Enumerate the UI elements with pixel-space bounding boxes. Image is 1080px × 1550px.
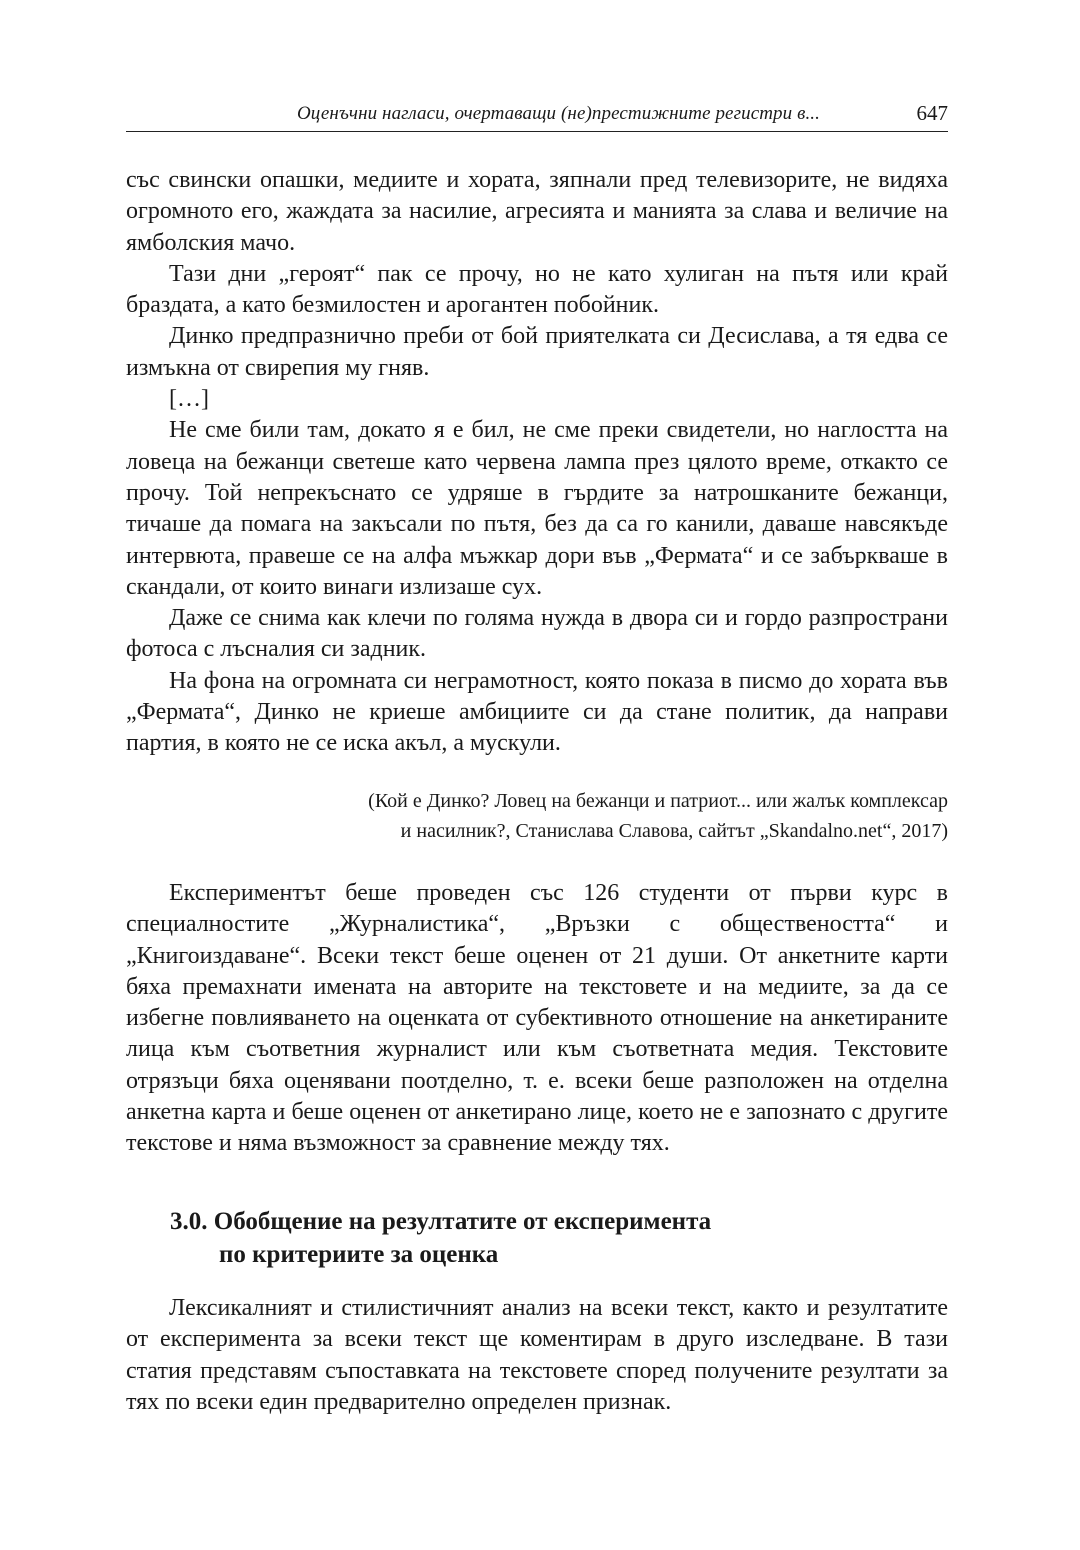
citation-line: (Кой е Динко? Ловец на бежанци и патриот... или жалък комплексар	[368, 790, 948, 812]
section-heading-line: по критериите за оценка	[219, 1241, 499, 1268]
quoted-article	[126, 165, 948, 760]
quote-paragraph: със свински опашки, медиите и хората, зяпнали пред телевизорите, не видяха огромното его, жаждата за насилие, агресията и манията за слава и величие на ямболския мачо.	[126, 167, 948, 256]
quote-paragraph: Тази дни „героят“ пак се прочу, но не като хулиган на пътя или край браздата, а като безмилостен и арогантен побойник.	[126, 260, 948, 319]
citation-line: и насилник?, Станислава Славова, сайтът „Skandalno.net“, 2017)	[400, 820, 948, 842]
running-title: Оценъчни нагласи, очертаващи (не)престижните регистри в...	[296, 103, 820, 124]
quote-paragraph: Даже се снима как клечи по голяма нужда в двора си и гордо разпространи фотоса с лъсналия си задник.	[126, 605, 948, 663]
quote-citation	[126, 786, 948, 846]
section-paragraph: Лексикалният и стилистичният анализ на всеки текст, както и резултатите от експеримента за всеки текст ще коментирам в друго изследване. В тази статия представям съпоставката на текстовете според получените резултати за тях по всеки един предварително определен признак.	[126, 1295, 948, 1415]
section-heading-line: 3.0. Обобщение на резултатите от експеримента	[170, 1208, 712, 1235]
quote-paragraph: Не сме били там, докато я е бил, не сме преки свидетели, но наглостта на ловеца на бежанци светеше като червена лампа през цялото време, откакто се прочу. Той непрекъснато се удряше в гърдите за натрошканите бежанци, тичаше да помага на закъсали по пътя, без да са го канили, даваше навсякъде интервюта, правеше се на алфа мъжкар дори във „Фермата“ и се забъркваше в скандали, от които винаги излизаше сух.	[126, 417, 948, 600]
section-body	[126, 1293, 948, 1418]
quote-paragraph: На фона на огромната си неграмотност, която показа в писмо до хората във „Фермата“, Динко не криеше амбициите си да стане политик, да направи партия, в която не се иска акъл, а мускули.	[126, 667, 948, 757]
running-header	[126, 101, 948, 132]
quote-ellipsis: […]	[169, 386, 209, 413]
page-number: 647	[916, 101, 948, 125]
quote-paragraph: Динко предпразнично преби от бой приятелката си Десислава, а тя едва се измъкна от свирепия му гняв.	[126, 323, 948, 381]
section-heading	[170, 1205, 711, 1271]
experiment-paragraph: Експериментът беше проведен със 126 студенти от първи курс в специалностите „Журналистика“, „Връзки с обществеността“ и „Книгоиздаване“. Всеки текст беше оценен от 21 души. От анкетните карти бяха премахнати имената на авторите на текстовете и на медиите, за да се избегне повлияването на оценката от субективното отношение на анкетираните лица към съответния журналист или към съответната медия. Текстовите отрязъци бяха оценявани поотделно, т. е. всеки беше разположен на отделна анкетна карта и беше оценен от анкетирано лице, което не е запознато с другите текстове и няма възможност за сравнение между тях.	[126, 880, 948, 1157]
experiment-section	[126, 878, 948, 1160]
